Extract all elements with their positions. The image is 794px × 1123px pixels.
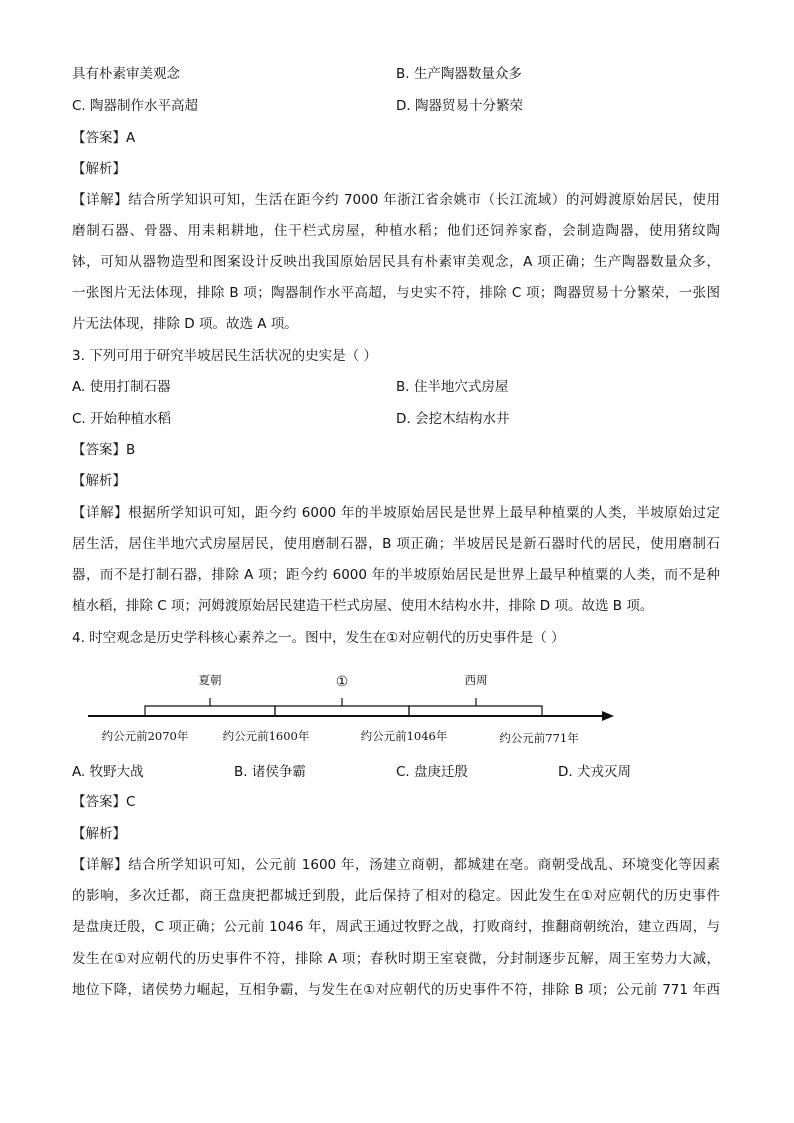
q3-option-c[interactable]: C. 开始种植水稻 [72, 411, 172, 427]
q3-stem: 3. 下列可用于研究半坡居民生活状况的史实是（ ） [72, 348, 377, 364]
q4-option-c[interactable]: C. 盘庚迁殷 [396, 764, 469, 780]
q3-option-a[interactable]: A. 使用打制石器 [72, 379, 171, 395]
q3-detail-line-2: 居生活，居住半地穴式房屋居民，使用磨制石器，B 项正确；半坡居民是新石器时代的居民，使用磨制石 [72, 536, 720, 552]
q2-option-b[interactable]: B. 生产陶器数量众多 [396, 66, 522, 82]
q4-timeline-diagram [86, 662, 626, 752]
q4-detail-line-3: 是盘庚迁殷，C 项正确；公元前 1046 年，周武王通过牧野之战，打败商纣，推翻商朝统治，建立西周，与 [72, 919, 720, 935]
q3-detail-line-3: 器，而不是打制石器，排除 A 项；距今约 6000 年的半坡原始居民是世界上最早种植粟的人类，而不是种 [72, 567, 720, 583]
q2-option-c[interactable]: C. 陶器制作水平高超 [72, 98, 199, 114]
q2-detail-line-1: 【详解】结合所学知识可知，生活在距今约 7000 年浙江省余姚市（长江流域）的河姆渡原始居民，使用 [72, 192, 720, 208]
q4-option-a[interactable]: A. 牧野大战 [72, 764, 144, 780]
q4-answer: 【答案】C [72, 794, 136, 810]
timeline-label-circle-1: ① [335, 674, 349, 690]
q2-detail-line-3: 钵，可知从器物造型和图案设计反映出我国原始居民具有朴素审美观念，A 项正确；生产陶器数量众多， [72, 254, 720, 270]
q3-option-b[interactable]: B. 住半地穴式房屋 [396, 379, 509, 395]
q4-detail-line-5: 地位下降，诸侯势力崛起，互相争霸，与发生在①对应朝代的历史事件不符，排除 B 项；公元前 771 年西 [72, 982, 720, 998]
q3-detail-line-4: 植水稻，排除 C 项；河姆渡原始居民建造干栏式房屋、使用木结构水井，排除 D 项。故选 B 项。 [72, 598, 654, 614]
timeline-label-xia: 夏朝 [198, 673, 222, 687]
timeline-date-771: 约公元前771年 [499, 731, 579, 745]
q2-detail-line-2: 磨制石器、骨器、用耒耜耕地，住干栏式房屋，种植水稻；他们还饲养家畜，会制造陶器，使用猪纹陶 [72, 223, 720, 239]
q2-analysis-heading: 【解析】 [72, 161, 126, 177]
q3-option-d[interactable]: D. 会挖木结构水井 [396, 411, 510, 427]
q2-answer: 【答案】A [72, 130, 136, 146]
q3-answer: 【答案】B [72, 442, 136, 458]
q4-stem: 4. 时空观念是历史学科核心素养之一。图中，发生在①对应朝代的历史事件是（ ） [72, 630, 565, 646]
q2-option-d[interactable]: D. 陶器贸易十分繁荣 [396, 98, 523, 114]
xia-bracket [145, 706, 275, 716]
timeline-date-1600: 约公元前1600年 [222, 729, 310, 743]
timeline-date-1046: 约公元前1046年 [360, 729, 448, 743]
dynasty-1-bracket [275, 706, 409, 716]
timeline-date-2070: 约公元前2070年 [101, 729, 189, 743]
q3-detail-line-1: 【详解】根据所学知识可知，距今约 6000 年的半坡原始居民是世界上最早种植粟的人类，半坡原始过定 [72, 505, 720, 521]
q2-detail-line-5: 片无法体现，排除 D 项。故选 A 项。 [72, 316, 298, 332]
q4-option-d[interactable]: D. 犬戎灭周 [558, 764, 631, 780]
western-zhou-bracket [409, 706, 542, 716]
timeline-arrowhead [602, 711, 614, 721]
timeline-label-western-zhou: 西周 [464, 673, 488, 687]
q4-detail-line-2: 的影响，多次迁都，商王盘庚把都城迁到殷，此后保持了相对的稳定。因此发生在①对应朝代的历史事件 [72, 888, 720, 904]
q2-detail-line-4: 一张图片无法体现，排除 B 项；陶器制作水平高超，与史实不符，排除 C 项；陶器贸易十分繁荣，一张图 [72, 285, 720, 301]
q4-analysis-heading: 【解析】 [72, 826, 126, 842]
q2-option-a-tail: 具有朴素审美观念 [72, 66, 180, 82]
q4-detail-line-4: 发生在①对应朝代的历史事件不符，排除 A 项；春秋时期王室衰微，分封制逐步瓦解，周王室势力大减， [72, 951, 720, 967]
q4-detail-line-1: 【详解】结合所学知识可知，公元前 1600 年，汤建立商朝，都城建在亳。商朝受战乱、环境变化等因素 [72, 857, 720, 873]
q4-option-b[interactable]: B. 诸侯争霸 [234, 764, 306, 780]
q3-analysis-heading: 【解析】 [72, 473, 126, 489]
